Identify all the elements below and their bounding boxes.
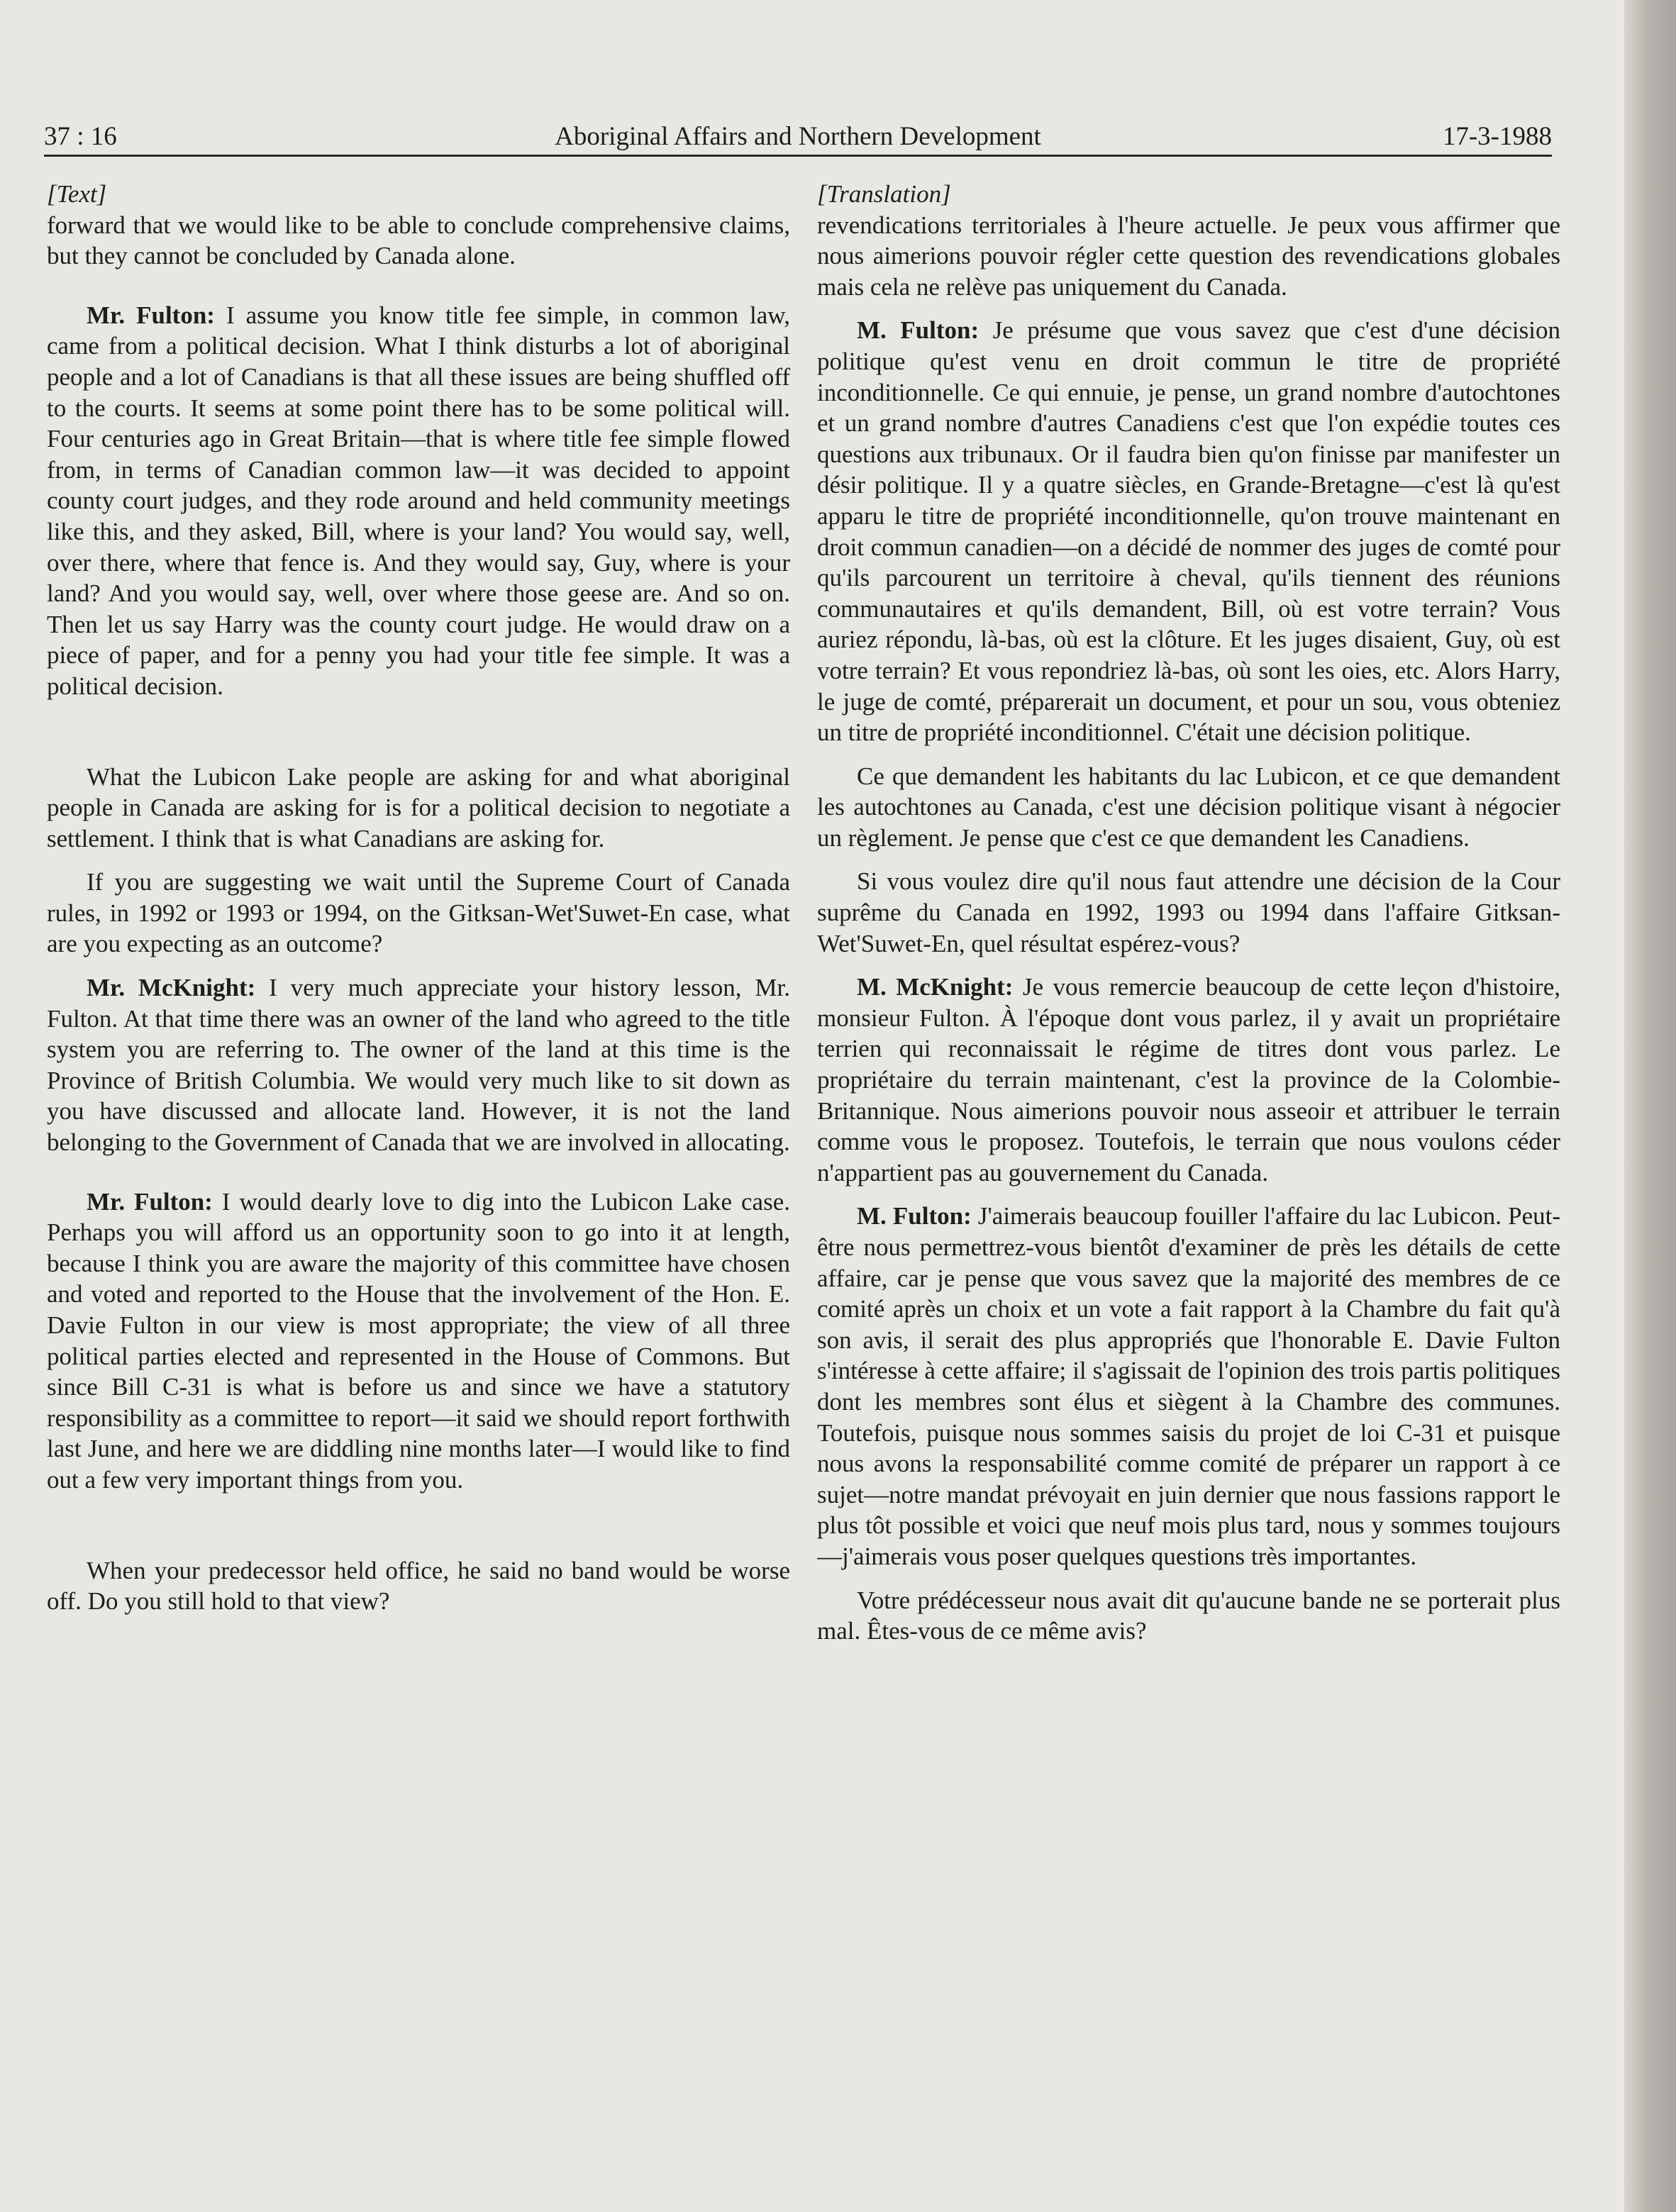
paragraph-supreme-court: Si vous voulez dire qu'il nous faut attendre une décision de la Cour suprême du Canada en 1992, 1993 ou 1994 dans l'affaire Gitksan-Wet'Suwet-En, quel résultat espérez-vous? — [817, 867, 1560, 957]
header-date: 17-3-1988 — [1442, 122, 1552, 151]
paragraph-fulton: Mr. Fulton: I would dearly love to dig into the Lubicon Lake case. Perhaps you will afford us an opportunity soon to go into it at length, because I think you are aware the majority of this committee have chosen and voted and reported to the House that the involvement of the Hon. E. Davie Fulton in our view is most appropriate; the view of all three political parties elected and represented in the House of Commons. But since Bill C-31 is what is before us and since we have a statutory responsibility as a committee to report—it said we should report forthwith last June, and here we are diddling nine months later—I would like to find out a few very important things from you. — [47, 1187, 790, 1494]
speaker-name: M. Fulton: — [857, 316, 979, 345]
speaker-name: Mr. Fulton: — [87, 1187, 213, 1216]
french-column — [817, 179, 1560, 2136]
paragraph-supreme-court: If you are suggesting we wait until the Supreme Court of Canada rules, in 1992 or 1993 or 1994, on the Gitksan-Wet'Suwet-En case, what are you expecting as an outcome? — [47, 868, 790, 958]
paragraph-fulton: M. Fulton: Je présume que vous savez que c'est d'une décision politique qu'est venu en droit commun le titre de propriété inconditionnelle. Ce qui ennuie, je pense, un grand nombre d'autochtones et un grand nombre d'autres Canadiens c'est que l'on expédie toutes ces questions aux tribunaux. Or il faudra bien qu'on finisse par manifester un désir politique. Il y a quatre siècles, en Grande-Bretagne—c'est là qu'est apparu le titre de propriété inconditionnelle, qu'on trouve maintenant en droit commun canadien—on a décidé de nommer des juges de comté pour qu'ils parcourent un territoire à cheval, qu'ils tiennent des réunions communautaires et qu'ils demandent, Bill, où est votre terrain? Vous auriez répondu, là-bas, où est la clôture. Et les juges disaient, Guy, où est votre terrain? Et vous repondriez là-bas, où sont les oies, etc. Alors Harry, le juge de comté, préparerait un document, et pour un sou, vous obteniez un titre de propriété inconditionnel. C'était une décision politique. — [817, 316, 1560, 747]
speaker-name: M. McKnight: — [857, 973, 1014, 1001]
paragraph-predecessor: When your predecessor held office, he said no band would be worse off. Do you still hold to that view? — [47, 1556, 790, 1616]
paragraph-continuation: forward that we would like to be able to conclude comprehensive claims, but they cannot be concluded by Canada alone. — [47, 211, 790, 270]
page-edge — [1624, 0, 1676, 2212]
page-header — [44, 119, 1552, 157]
speaker-name: M. Fulton: — [857, 1202, 972, 1230]
paragraph-lubicon: Ce que demandent les habitants du lac Lubicon, et ce que demandent les autochtones au Canada, c'est une décision politique visant à négocier un règlement. Je pense que c'est ce que demandent les Canadiens. — [817, 762, 1560, 852]
paragraph-fulton: Mr. Fulton: I assume you know title fee simple, in common law, came from a political decision. What I think disturbs a lot of aboriginal people and a lot of Canadians is that all these issues are being shuffled off to the courts. It seems at some point there has to be some political will. Four centuries ago in Great Britain—that is where title fee simple flowed from, in terms of Canadian common law—it was decided to appoint county court judges, and they rode around and held community meetings like this, and they asked, Bill, where is your land? You would say, well, over there, where that fence is. And they would say, Guy, where is your land? And you would say, well, over where those geese are. And so on. Then let us say Harry was the county court judge. He would draw on a piece of paper, and for a penny you had your title fee simple. It was a political decision. — [47, 301, 790, 700]
paragraph-continuation: revendications territoriales à l'heure actuelle. Je peux vous affirmer que nous aimerions pouvoir régler cette question des revendications globales mais cela ne relève pas uniquement du Canada. — [817, 211, 1560, 301]
english-column — [47, 179, 790, 2136]
paragraph-mcknight: M. McKnight: Je vous remercie beaucoup de cette leçon d'histoire, monsieur Fulton. À l'époque dont vous parlez, il y avait un propriétaire terrien qui reconnaissait le régime de titres dont vous parlez. Le propriétaire du terrain maintenant, c'est la province de la Colombie-Britannique. Nous aimerions pouvoir nous asseoir et attribuer le terrain comme vous le proposez. Toutefois, le terrain que nous voulons céder n'appartient pas au gouvernement du Canada. — [817, 973, 1560, 1186]
speaker-name: Mr. McKnight: — [87, 974, 256, 1002]
speaker-name: Mr. Fulton: — [87, 301, 215, 329]
paragraph-fulton: M. Fulton: J'aimerais beaucoup fouiller l'affaire du lac Lubicon. Peut-être nous permettrez-vous bientôt d'examiner de près les détails de cette affaire, car je pense que vous savez que la majorité des membres de ce comité après un choix et un vote a fait rapport à la Chambre du fait qu'à son avis, il serait des plus appropriés que l'honorable E. Davie Fulton s'intéresse à cette affaire; il s'agissait de l'opinion des trois partis politiques dont les membres sont élus et siègent à la Chambre des communes. Toutefois, puisque nous sommes saisis du projet de loi C-31 et puisque nous avons la responsabilité comme comité de préparer un rapport à ce sujet—notre mandat prévoyait en juin dernier que nous fassions rapport le plus tôt possible et voici que neuf mois plus tard, nous y sommes toujours—j'aimerais vous poser quelques questions très importantes. — [817, 1202, 1560, 1570]
paragraph-predecessor: Votre prédécesseur nous avait dit qu'aucune bande ne se porterait plus mal. Êtes-vous de ce même avis? — [817, 1586, 1560, 1645]
paragraph-mcknight: Mr. McKnight: I very much appreciate your history lesson, Mr. Fulton. At that time there was an owner of the land who agreed to the title system you are referring to. The owner of the land at this time is the Province of British Columbia. We would very much like to sit down as you have discussed and allocate land. However, it is not the land belonging to the Government of Canada that we are involved in allocating. — [47, 974, 790, 1157]
language-label-translation: [Translation] — [817, 180, 951, 208]
language-label-text: [Text] — [47, 180, 107, 208]
page-number: 37 : 16 — [44, 122, 117, 151]
paragraph-lubicon: What the Lubicon Lake people are asking for and what aboriginal people in Canada are asking for is for a political decision to negotiate a settlement. I think that is what Canadians are asking for. — [47, 762, 790, 852]
running-title: Aboriginal Affairs and Northern Development — [555, 122, 1041, 151]
